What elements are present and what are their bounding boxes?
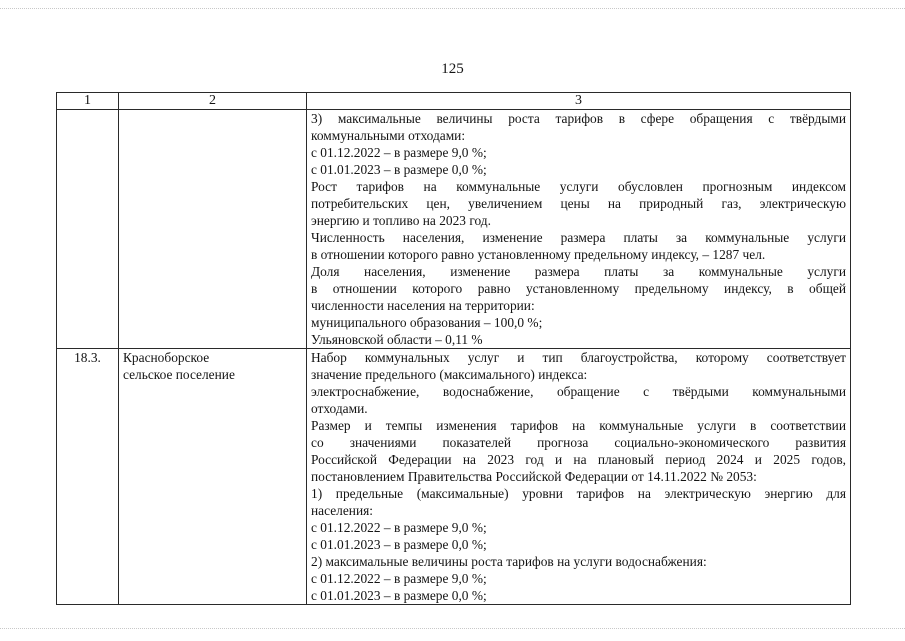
- row-number-cell: 18.3.: [57, 349, 119, 605]
- text-line: Рост тарифов на коммунальные услуги обусловлен прогнозным индексом: [311, 179, 846, 194]
- text-line: потребительских цен, увеличением цены на природный газ, электрическую: [311, 196, 846, 211]
- text-line: с 01.01.2023 – в размере 0,0 %;: [311, 162, 487, 177]
- text-line: численности населения на территории:: [311, 298, 535, 313]
- text-line: в отношении которого равно установленному предельному индексу, – 1287 чел.: [311, 247, 766, 262]
- scan-bottom-edge: [0, 628, 905, 641]
- column-header-3: 3: [307, 93, 851, 110]
- text-line: населения:: [311, 503, 373, 518]
- text-line: энергию и топливо на 2023 год.: [311, 213, 491, 228]
- document-table: [56, 92, 851, 605]
- text-line: с 01.01.2023 – в размере 0,0 %;: [311, 588, 487, 603]
- text-line: с 01.12.2022 – в размере 9,0 %;: [311, 145, 487, 160]
- text-line: Численность населения, изменение размера платы за коммунальные услуги: [311, 230, 846, 245]
- text-line: Размер и темпы изменения тарифов на коммунальные услуги в соответствии: [311, 418, 846, 433]
- text-line: в отношении которого равно установленному предельному индексу, в общей: [311, 281, 846, 296]
- text-line: с 01.12.2022 – в размере 9,0 %;: [311, 520, 487, 535]
- text-line: Российской Федерации на 2023 год и на плановый период 2024 и 2025 годов,: [311, 452, 846, 467]
- text-line: значение предельного (максимального) индекса:: [311, 367, 588, 382]
- text-line: отходами.: [311, 401, 368, 416]
- row-name-cell: [119, 110, 307, 349]
- settlement-name-line: Красноборское: [123, 350, 210, 365]
- table-row-18-3: [57, 349, 851, 605]
- text-line: со значениями показателей прогноза социально-экономического развития: [311, 435, 846, 450]
- text-line: постановлением Правительства Российской Федерации от 14.11.2022 № 2053:: [311, 469, 757, 484]
- row-name-cell: [119, 349, 307, 605]
- table-row-continuation: [57, 110, 851, 349]
- text-line: Ульяновской области – 0,11 %: [311, 332, 483, 347]
- row-number-cell: [57, 110, 119, 349]
- column-header-1: 1: [57, 93, 119, 110]
- text-line: с 01.01.2023 – в размере 0,0 %;: [311, 537, 487, 552]
- text-line: 1) предельные (максимальные) уровни тарифов на электрическую энергию для: [311, 486, 846, 501]
- text-line: 3) максимальные величины роста тарифов в сфере обращения с твёрдыми: [311, 111, 846, 126]
- text-line: Набор коммунальных услуг и тип благоустройства, которому соответствует: [311, 350, 846, 365]
- row-text-cell: [307, 349, 851, 605]
- table-header-row: [57, 93, 851, 110]
- page-number: 125: [441, 61, 464, 77]
- text-line: 2) максимальные величины роста тарифов на услуги водоснабжения:: [311, 554, 707, 569]
- row-text-cell: [307, 110, 851, 349]
- text-line: с 01.12.2022 – в размере 9,0 %;: [311, 571, 487, 586]
- column-header-2: 2: [119, 93, 307, 110]
- text-line: коммунальными отходами:: [311, 128, 466, 143]
- text-line: электроснабжение, водоснабжение, обращение с твёрдыми коммунальными: [311, 384, 846, 399]
- text-line: муниципального образования – 100,0 %;: [311, 315, 543, 330]
- scan-top-edge: [0, 0, 905, 9]
- settlement-name-line: сельское поселение: [123, 367, 235, 382]
- text-line: Доля населения, изменение размера платы за коммунальные услуги: [311, 264, 846, 279]
